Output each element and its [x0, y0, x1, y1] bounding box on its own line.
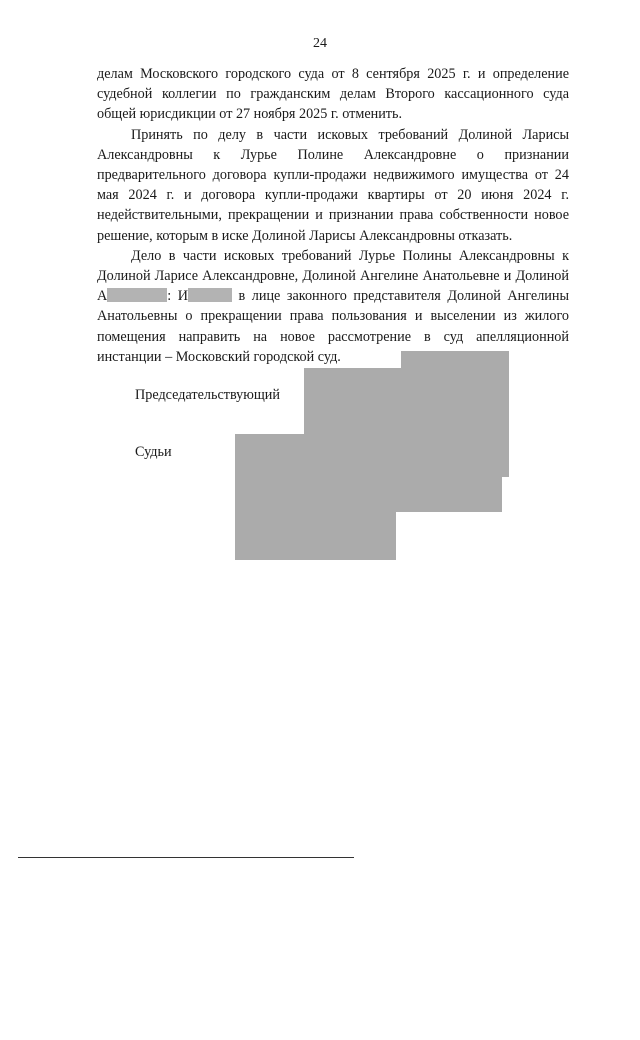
remand-text-start: Дело в части исковых требований Лурье Полины Александровны к Долиной Ларисе Александровне, Долиной Ангелине Анатольевне и Долиной А	[97, 247, 569, 305]
footnote-separator	[18, 857, 354, 858]
paragraph-remand	[97, 246, 569, 367]
presiding-judge-label: Председательствующий	[135, 387, 280, 403]
ruling-text	[97, 64, 569, 367]
judges-label: Судьи	[135, 444, 172, 460]
remand-text-middle: : И	[167, 288, 188, 305]
signature-redaction	[235, 434, 502, 512]
signature-redaction	[235, 510, 396, 560]
paragraph-continuation: делам Московского городского суда от 8 сентября 2025 г. и определение судебной коллегии по гражданским делам Второго кассационного суда общей юрисдикции от 27 ноября 2025 г. отменить.	[97, 66, 569, 123]
page-number: 24	[313, 36, 327, 51]
redacted-name-1	[107, 288, 167, 302]
paragraph-new-decision: Принять по делу в части исковых требований Долиной Ларисы Александровны к Лурье Полине Александровне о признании предварительного договора купли-продажи недвижимого имущества от 24 мая 2024 г. и договора купли-продажи квартиры от 20 июня 2024 г. недействительными, прекращении и признании права собственности новое решение, которым в иске Долиной Ларисы Александровны отказать.	[97, 126, 569, 244]
redacted-name-2	[188, 288, 232, 302]
signature-redaction	[304, 368, 402, 436]
remand-text-end: в лице законного представителя Долиной Ангелины Анатольевны о прекращении права пользования и выселении из жилого помещения направить на новое рассмотрение в суд апелляционной инстанции – Московский городской суд.	[97, 288, 569, 365]
